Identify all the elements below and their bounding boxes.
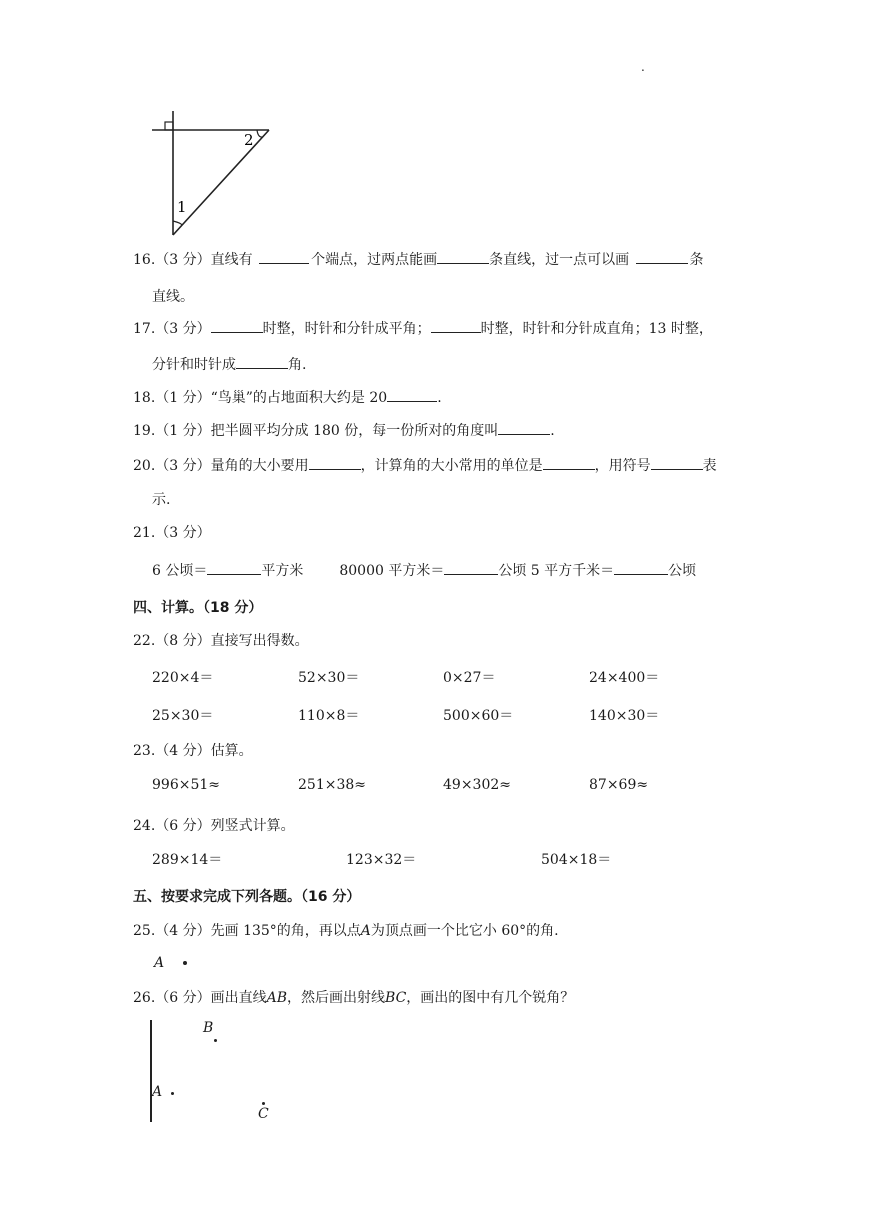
q26-dot-b xyxy=(214,1039,217,1042)
q24-item: 504×18＝ xyxy=(541,852,612,868)
q26-figure-border xyxy=(150,1020,152,1122)
q22-item: 500×60＝ xyxy=(443,708,514,724)
q25-text-b: 为顶点画一个比它小 60°的角. xyxy=(370,923,559,939)
question-25 xyxy=(133,920,559,940)
angle-2-label: 2 xyxy=(244,131,254,149)
question-22-header: 22.（8 分）直接写出得数。 xyxy=(133,633,309,649)
q21-blank-2[interactable] xyxy=(444,560,498,575)
q16-text-a: 16.（3 分）直线有 xyxy=(133,252,253,268)
q20-text-c: ，用符号 xyxy=(594,458,651,474)
q21-text-b: 平方米 xyxy=(261,563,304,579)
q20-blank-1[interactable] xyxy=(309,455,361,470)
q23-item: 87×69≈ xyxy=(589,777,649,793)
q21-text-d: 公顷 5 平方千米＝ xyxy=(498,563,615,579)
q19-text-b: . xyxy=(550,423,555,439)
q21-text-a: 6 公顷＝ xyxy=(152,563,208,579)
q22-item: 25×30＝ xyxy=(152,708,214,724)
question-16-line2: 直线。 xyxy=(152,289,194,305)
q16-blank-2[interactable] xyxy=(437,249,489,264)
q20-text-b: ，计算角的大小常用的单位是 xyxy=(360,458,543,474)
question-19 xyxy=(133,420,555,440)
question-21-body xyxy=(152,560,696,580)
q17-text-e: 角. xyxy=(288,357,307,373)
q22-item: 220×4＝ xyxy=(152,670,214,686)
q18-text-b: . xyxy=(437,390,442,406)
triangle-figure xyxy=(145,105,275,240)
section-4-title: 四、计算。（18 分） xyxy=(133,600,263,616)
q17-text-a: 17.（3 分） xyxy=(133,321,211,337)
angle-2-arc xyxy=(257,130,263,137)
q16-blank-1[interactable] xyxy=(259,249,309,264)
angle-1-label: 1 xyxy=(177,198,187,216)
q22-item: 110×8＝ xyxy=(298,708,360,724)
question-23-header: 23.（4 分）估算。 xyxy=(133,743,253,759)
question-17-line2 xyxy=(152,354,306,374)
q21-text-c: 80000 平方米＝ xyxy=(339,563,445,579)
q26-dot-c xyxy=(262,1102,265,1105)
q21-blank-1[interactable] xyxy=(207,560,261,575)
q26-label-b: B xyxy=(203,1020,214,1036)
q20-blank-2[interactable] xyxy=(543,455,595,470)
q19-text-a: 19.（1 分）把半圆平均分成 180 份，每一份所对的角度叫 xyxy=(133,423,499,439)
q18-blank[interactable] xyxy=(387,387,437,402)
question-16-line1 xyxy=(133,249,704,269)
q22-item: 52×30＝ xyxy=(298,670,360,686)
q22-item: 140×30＝ xyxy=(589,708,660,724)
question-24-header: 24.（6 分）列竖式计算。 xyxy=(133,818,295,834)
question-20-line1 xyxy=(133,455,717,475)
q17-blank-3[interactable] xyxy=(236,354,288,369)
q26-bc: BC xyxy=(385,990,407,1006)
q24-item: 289×14＝ xyxy=(152,852,223,868)
q25-figure-label-a: A xyxy=(154,955,165,971)
q20-text-d: 表 xyxy=(702,458,717,474)
q16-text-b: 个端点，过两点能画 xyxy=(311,252,438,268)
q24-item: 123×32＝ xyxy=(346,852,417,868)
q17-text-d: 分针和时针成 xyxy=(152,357,236,373)
q20-blank-3[interactable] xyxy=(651,455,703,470)
q16-text-c: 条直线，过一点可以画 xyxy=(489,252,630,268)
q23-item: 251×38≈ xyxy=(298,777,366,793)
q23-item: 49×302≈ xyxy=(443,777,511,793)
q25-figure xyxy=(154,955,187,971)
q25-point-a: A xyxy=(360,923,371,939)
q21-text-e: 公顷 xyxy=(668,563,697,579)
q17-text-b: 时整，时针和分针成平角； xyxy=(262,321,431,337)
question-21-header: 21.（3 分） xyxy=(133,525,211,541)
angle-1-arc xyxy=(173,221,182,225)
q21-blank-3[interactable] xyxy=(614,560,668,575)
q26-text-c: ，画出的图中有几个锐角？ xyxy=(406,990,575,1006)
question-20-line2: 示. xyxy=(152,492,171,508)
q25-text-a: 25.（4 分）先画 135°的角，再以点 xyxy=(133,923,361,939)
q22-item: 0×27＝ xyxy=(443,670,496,686)
q23-item: 996×51≈ xyxy=(152,777,220,793)
q26-label-a: A xyxy=(152,1084,163,1100)
q26-ab: AB xyxy=(266,990,288,1006)
q19-blank[interactable] xyxy=(498,420,550,435)
q26-figure xyxy=(150,1020,275,1122)
q20-text-a: 20.（3 分）量角的大小要用 xyxy=(133,458,309,474)
q17-text-c: 时整，时针和分针成直角；13 时整， xyxy=(480,321,713,337)
q18-text-a: 18.（1 分）“鸟巢”的占地面积大约是 20 xyxy=(133,390,388,406)
q16-blank-3[interactable] xyxy=(636,249,688,264)
corner-mark: . xyxy=(641,60,645,74)
q26-text-b: ，然后画出射线 xyxy=(287,990,386,1006)
q25-point-dot xyxy=(183,961,187,965)
hypotenuse-line xyxy=(173,130,269,235)
q17-blank-2[interactable] xyxy=(431,318,481,333)
q16-text-d: 条 xyxy=(689,252,704,268)
q17-blank-1[interactable] xyxy=(211,318,263,333)
question-17-line1 xyxy=(133,318,713,338)
question-18 xyxy=(133,387,442,407)
q26-label-c: C xyxy=(258,1106,269,1122)
q26-text-a: 26.（6 分）画出直线 xyxy=(133,990,267,1006)
section-5-title: 五、按要求完成下列各题。（16 分） xyxy=(133,889,361,905)
question-26 xyxy=(133,987,574,1007)
right-angle-mark xyxy=(165,122,173,130)
q22-item: 24×400＝ xyxy=(589,670,660,686)
q26-dot-a xyxy=(171,1092,174,1095)
